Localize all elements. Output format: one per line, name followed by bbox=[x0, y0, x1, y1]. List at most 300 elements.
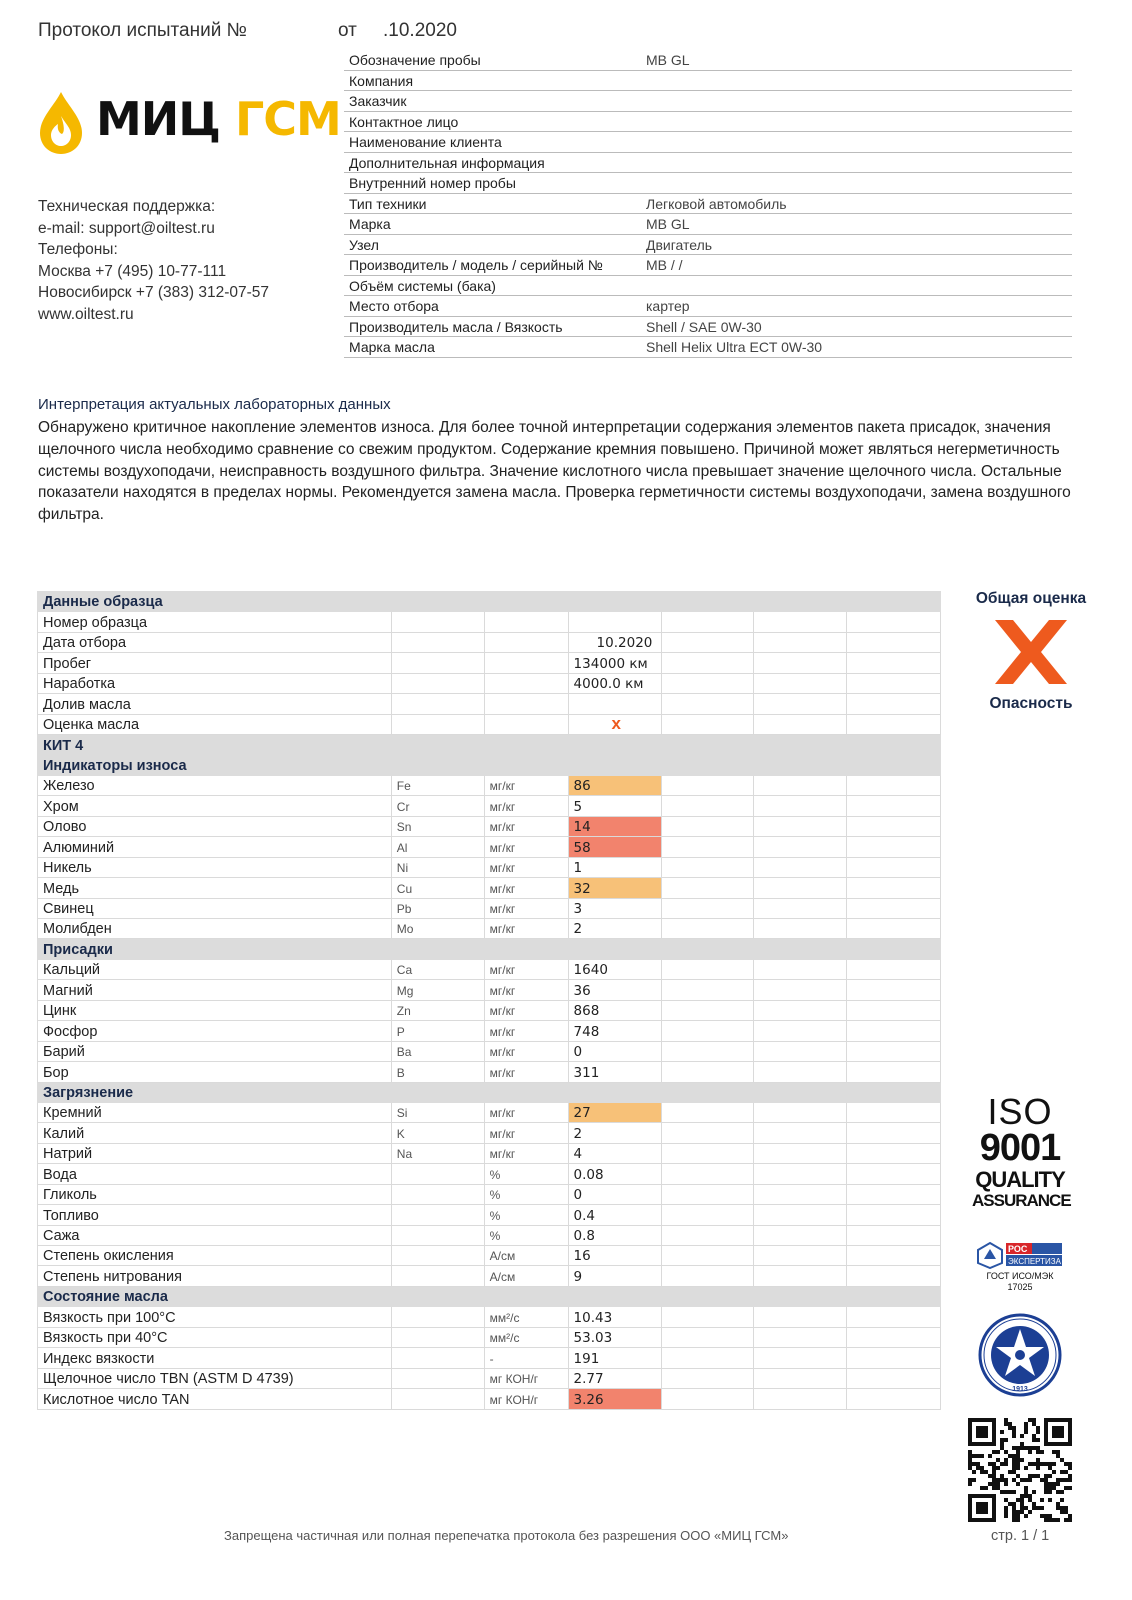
parameter-name: Алюминий bbox=[38, 837, 392, 857]
iso-9001-badge bbox=[972, 1091, 1071, 1216]
sample-info-row bbox=[344, 235, 1072, 256]
parameter-value: 0 bbox=[568, 1041, 661, 1061]
table-cell-empty bbox=[661, 796, 754, 816]
table-cell-empty bbox=[484, 673, 568, 693]
table-row bbox=[38, 1389, 941, 1409]
table-cell-empty bbox=[847, 1021, 941, 1041]
parameter-name: Гликоль bbox=[38, 1184, 392, 1204]
parameter-name: Степень нитрования bbox=[38, 1266, 392, 1286]
parameter-unit: мг/кг bbox=[484, 857, 568, 877]
parameter-value: 27 bbox=[568, 1102, 661, 1122]
section-header-row bbox=[38, 1082, 941, 1102]
sample-info-row bbox=[344, 153, 1072, 174]
parameter-name: Кальций bbox=[38, 959, 392, 979]
table-cell-empty bbox=[754, 592, 847, 612]
table-cell-empty bbox=[847, 1368, 941, 1388]
sample-data-section-title: Данные образца bbox=[38, 592, 392, 612]
overall-status: Опасность bbox=[989, 695, 1073, 712]
ros-text: РОС bbox=[1008, 1244, 1028, 1254]
sample-row-name: Наработка bbox=[38, 673, 392, 693]
sample-info-label: Заказчик bbox=[349, 93, 407, 109]
sample-info-label: Марка bbox=[349, 216, 391, 232]
table-cell-empty bbox=[391, 673, 484, 693]
parameter-value: 32 bbox=[568, 878, 661, 898]
table-cell-empty bbox=[754, 1021, 847, 1041]
parameter-value: 191 bbox=[568, 1348, 661, 1368]
support-email[interactable]: e-mail: support@oiltest.ru bbox=[38, 219, 215, 237]
table-cell-empty bbox=[754, 816, 847, 836]
table-cell-empty bbox=[847, 735, 941, 755]
parameter-unit: - bbox=[484, 1348, 568, 1368]
table-cell-empty bbox=[754, 1062, 847, 1082]
parameter-name: Олово bbox=[38, 816, 392, 836]
table-row bbox=[38, 1123, 941, 1143]
sample-info-label: Узел bbox=[349, 236, 379, 253]
protocol-date: .10.2020 bbox=[383, 20, 457, 41]
sample-info-row bbox=[344, 337, 1072, 358]
sample-info-value: Легковой автомобиль bbox=[646, 195, 787, 212]
parameter-unit: мг КОН/г bbox=[484, 1389, 568, 1409]
support-phone-moscow: Москва +7 (495) 10-77-111 bbox=[38, 262, 227, 280]
section-title: Состояние масла bbox=[38, 1286, 392, 1306]
seal-year: 1913 bbox=[1012, 1386, 1028, 1393]
table-cell-empty bbox=[661, 1389, 754, 1409]
table-row bbox=[38, 1164, 941, 1184]
parameter-unit: мг/кг bbox=[484, 816, 568, 836]
table-cell-empty bbox=[754, 1123, 847, 1143]
parameter-unit: мг/кг bbox=[484, 959, 568, 979]
parameter-unit: % bbox=[484, 1225, 568, 1245]
support-website[interactable]: www.oiltest.ru bbox=[38, 305, 134, 323]
parameter-symbol: Sn bbox=[391, 816, 484, 836]
table-cell-empty bbox=[754, 1164, 847, 1184]
support-phones-label: Телефоны: bbox=[38, 241, 118, 258]
table-cell-empty bbox=[661, 816, 754, 836]
table-cell-empty bbox=[754, 980, 847, 1000]
table-cell-empty bbox=[847, 755, 941, 775]
sample-row-value: 134000 км bbox=[568, 653, 661, 673]
table-cell-empty bbox=[754, 612, 847, 632]
parameter-name: Никель bbox=[38, 857, 392, 877]
parameter-unit: мг/кг bbox=[484, 1123, 568, 1143]
table-cell-empty bbox=[661, 1082, 754, 1102]
protocol-from-label: от bbox=[338, 20, 357, 41]
table-row bbox=[38, 1205, 941, 1225]
table-cell-empty bbox=[847, 694, 941, 714]
table-cell-empty bbox=[391, 735, 484, 755]
parameter-symbol: Si bbox=[391, 1102, 484, 1122]
table-row bbox=[38, 796, 941, 816]
table-cell-empty bbox=[484, 694, 568, 714]
table-cell-empty bbox=[847, 796, 941, 816]
logo-text-gsm: ГСМ bbox=[234, 92, 341, 146]
expertiza-text: ЭКСПЕРТИЗА bbox=[1008, 1257, 1061, 1266]
sample-info-row bbox=[344, 71, 1072, 92]
table-row bbox=[38, 632, 941, 652]
parameter-value: 748 bbox=[568, 1021, 661, 1041]
table-row bbox=[38, 1102, 941, 1122]
table-row bbox=[38, 1041, 941, 1061]
table-cell-empty bbox=[661, 632, 754, 652]
table-cell-empty bbox=[754, 1368, 847, 1388]
table-cell-empty bbox=[754, 694, 847, 714]
table-cell-empty bbox=[754, 1225, 847, 1245]
table-row bbox=[38, 878, 941, 898]
sample-info-label: Объём системы (бака) bbox=[349, 277, 496, 294]
table-cell-empty bbox=[391, 612, 484, 632]
table-cell-empty bbox=[484, 939, 568, 959]
sample-info-label: Наименование клиента bbox=[349, 134, 502, 150]
table-cell-empty bbox=[754, 1082, 847, 1102]
table-cell-empty bbox=[754, 1184, 847, 1204]
parameter-name: Натрий bbox=[38, 1143, 392, 1163]
table-cell-empty bbox=[661, 1368, 754, 1388]
table-cell-empty bbox=[661, 898, 754, 918]
table-cell-empty bbox=[661, 1143, 754, 1163]
table-cell-empty bbox=[847, 1348, 941, 1368]
table-cell-empty bbox=[847, 1225, 941, 1245]
parameter-name: Степень окисления bbox=[38, 1246, 392, 1266]
table-row bbox=[38, 816, 941, 836]
parameter-symbol bbox=[391, 1389, 484, 1409]
table-row bbox=[38, 1021, 941, 1041]
page-number: стр. 1 / 1 bbox=[991, 1528, 1050, 1544]
table-cell-empty bbox=[754, 1389, 847, 1409]
table-cell-empty bbox=[754, 1102, 847, 1122]
table-cell-empty bbox=[661, 735, 754, 755]
parameter-symbol bbox=[391, 1246, 484, 1266]
table-row bbox=[38, 980, 941, 1000]
table-row bbox=[38, 1327, 941, 1347]
sample-info-label: Тип техники bbox=[349, 195, 427, 212]
table-cell-empty bbox=[391, 653, 484, 673]
sample-info-table bbox=[344, 50, 1072, 358]
table-cell-empty bbox=[754, 939, 847, 959]
parameter-symbol bbox=[391, 1307, 484, 1327]
table-cell-empty bbox=[568, 735, 661, 755]
table-cell-empty bbox=[754, 714, 847, 734]
sample-info-label: Компания bbox=[349, 72, 414, 89]
parameter-name: Медь bbox=[38, 878, 392, 898]
table-cell-empty bbox=[847, 898, 941, 918]
parameter-value: 1 bbox=[568, 857, 661, 877]
parameter-value: 86 bbox=[568, 775, 661, 795]
logo-wordmark bbox=[96, 92, 341, 146]
table-cell-empty bbox=[754, 1041, 847, 1061]
parameter-symbol: K bbox=[391, 1123, 484, 1143]
sample-row-name: Оценка масла bbox=[38, 714, 392, 734]
table-cell-empty bbox=[661, 1000, 754, 1020]
table-cell-empty bbox=[847, 592, 941, 612]
table-cell-empty bbox=[391, 1082, 484, 1102]
table-cell-empty bbox=[754, 878, 847, 898]
table-cell-empty bbox=[484, 714, 568, 734]
sample-info-row bbox=[344, 112, 1072, 133]
sample-info-row bbox=[344, 50, 1072, 71]
table-cell-empty bbox=[847, 1041, 941, 1061]
table-cell-empty bbox=[661, 1205, 754, 1225]
table-row bbox=[38, 919, 941, 939]
ros-expertiza-badge bbox=[976, 1241, 1064, 1297]
iso-assurance: ASSURANCE bbox=[972, 1191, 1071, 1210]
parameter-symbol: Pb bbox=[391, 898, 484, 918]
sample-info-label: Место отбора bbox=[349, 298, 439, 314]
table-cell-empty bbox=[754, 1327, 847, 1347]
table-cell-empty bbox=[661, 980, 754, 1000]
table-cell-empty bbox=[847, 714, 941, 734]
table-cell-empty bbox=[661, 939, 754, 959]
interpretation-title: Интерпретация актуальных лабораторных данных bbox=[38, 396, 391, 413]
sample-info-label: Производитель масла / Вязкость bbox=[349, 318, 563, 335]
table-cell-empty bbox=[661, 1164, 754, 1184]
parameter-symbol bbox=[391, 1184, 484, 1204]
section-header-row bbox=[38, 592, 941, 612]
sample-row-value: 4000.0 км bbox=[568, 673, 661, 693]
parameter-name: Вязкость при 100°С bbox=[38, 1307, 392, 1327]
parameter-value: 3 bbox=[568, 898, 661, 918]
table-row bbox=[38, 898, 941, 918]
ros-caption: ГОСТ ИСО/МЭК 17025 bbox=[986, 1271, 1054, 1292]
overall-title: Общая оценка bbox=[975, 590, 1087, 607]
table-row bbox=[38, 1348, 941, 1368]
parameter-name: Индекс вязкости bbox=[38, 1348, 392, 1368]
parameter-symbol: Cr bbox=[391, 796, 484, 816]
sample-info-label: Внутренний номер пробы bbox=[349, 175, 516, 191]
table-cell-empty bbox=[754, 755, 847, 775]
sample-info-row bbox=[344, 91, 1072, 112]
parameter-value: 868 bbox=[568, 1000, 661, 1020]
parameter-symbol bbox=[391, 1348, 484, 1368]
parameter-unit: мг/кг bbox=[484, 1062, 568, 1082]
company-logo bbox=[38, 90, 341, 158]
section-title: Присадки bbox=[38, 939, 392, 959]
table-cell-empty bbox=[847, 1286, 941, 1306]
ros-expertiza-logo bbox=[976, 1241, 1064, 1269]
table-cell-empty bbox=[391, 1286, 484, 1306]
table-row bbox=[38, 694, 941, 714]
sample-info-value: MB GL bbox=[646, 216, 690, 232]
table-cell-empty bbox=[847, 837, 941, 857]
sample-info-row bbox=[344, 173, 1072, 194]
parameter-name: Вода bbox=[38, 1164, 392, 1184]
table-cell-empty bbox=[847, 816, 941, 836]
parameter-symbol: Ni bbox=[391, 857, 484, 877]
section-title: Индикаторы износа bbox=[38, 755, 392, 775]
table-row bbox=[38, 1184, 941, 1204]
table-cell-empty bbox=[568, 755, 661, 775]
table-cell-empty bbox=[847, 653, 941, 673]
parameter-value: 58 bbox=[568, 837, 661, 857]
parameter-symbol: P bbox=[391, 1021, 484, 1041]
parameter-value: 2 bbox=[568, 1123, 661, 1143]
iso-number: 9001 bbox=[979, 1127, 1061, 1169]
table-cell-empty bbox=[754, 1348, 847, 1368]
parameter-symbol: Cu bbox=[391, 878, 484, 898]
table-cell-empty bbox=[847, 632, 941, 652]
parameter-name: Вязкость при 40°С bbox=[38, 1327, 392, 1347]
kit-label: КИТ 4 bbox=[38, 735, 392, 755]
table-cell-empty bbox=[484, 1286, 568, 1306]
parameter-symbol bbox=[391, 1368, 484, 1388]
table-cell-empty bbox=[661, 592, 754, 612]
parameter-value: 5 bbox=[568, 796, 661, 816]
table-cell-empty bbox=[847, 1327, 941, 1347]
table-cell-empty bbox=[847, 980, 941, 1000]
oil-grade-cell bbox=[568, 714, 661, 734]
parameter-symbol: Na bbox=[391, 1143, 484, 1163]
table-row bbox=[38, 837, 941, 857]
drop-flame-icon bbox=[38, 90, 84, 156]
table-cell-empty bbox=[754, 1307, 847, 1327]
qr-code-icon[interactable] bbox=[968, 1418, 1072, 1522]
table-cell-empty bbox=[754, 735, 847, 755]
table-cell-empty bbox=[754, 919, 847, 939]
table-cell-empty bbox=[847, 1102, 941, 1122]
parameter-value: 311 bbox=[568, 1062, 661, 1082]
parameter-name: Железо bbox=[38, 775, 392, 795]
interpretation-text: Обнаружено критичное накопление элементов износа. Для более точной интерпретации содержания элементов пакета присадок, значения щелочного числа необходимо сравнение со свежим продуктом. Содержание кремния повышено. Причиной может являться негерметичность системы воздухоподачи, неисправность воздушного фильтра. Значение кислотного числа превышает значение щелочного числа. Остальные показатели находятся в пределах нормы. Рекомендуется замена масла. Проверка герметичности системы воздухоподачи, замена воздушного фильтра. bbox=[38, 419, 1071, 524]
parameter-symbol bbox=[391, 1266, 484, 1286]
table-cell-empty bbox=[847, 1184, 941, 1204]
table-cell-empty bbox=[661, 878, 754, 898]
sample-info-label: Обозначение пробы bbox=[349, 52, 481, 68]
sample-info-value: Двигатель bbox=[646, 236, 713, 253]
parameter-value: 0 bbox=[568, 1184, 661, 1204]
sample-row-value bbox=[568, 612, 661, 632]
sample-info-value: MB / / bbox=[646, 257, 683, 273]
overall-assessment bbox=[968, 590, 1094, 713]
table-cell-empty bbox=[484, 632, 568, 652]
parameter-value: 4 bbox=[568, 1143, 661, 1163]
sample-row-name: Долив масла bbox=[38, 694, 392, 714]
results-table bbox=[37, 591, 941, 1410]
table-row bbox=[38, 714, 941, 734]
sample-info-row bbox=[344, 276, 1072, 297]
table-row bbox=[38, 775, 941, 795]
table-cell-empty bbox=[754, 796, 847, 816]
table-cell-empty bbox=[661, 694, 754, 714]
sample-info-label: Контактное лицо bbox=[349, 113, 459, 130]
parameter-symbol: Mo bbox=[391, 919, 484, 939]
table-cell-empty bbox=[391, 714, 484, 734]
table-cell-empty bbox=[847, 1205, 941, 1225]
table-row bbox=[38, 673, 941, 693]
table-cell-empty bbox=[661, 612, 754, 632]
sample-info-row bbox=[344, 296, 1072, 317]
table-cell-empty bbox=[661, 1246, 754, 1266]
table-cell-empty bbox=[847, 1082, 941, 1102]
table-row bbox=[38, 1246, 941, 1266]
table-cell-empty bbox=[847, 959, 941, 979]
parameter-symbol bbox=[391, 1225, 484, 1245]
table-cell-empty bbox=[391, 939, 484, 959]
table-cell-empty bbox=[568, 1082, 661, 1102]
table-cell-empty bbox=[484, 1082, 568, 1102]
parameter-name: Кислотное число TAN bbox=[38, 1389, 392, 1409]
table-cell-empty bbox=[847, 1266, 941, 1286]
parameter-value: 0.08 bbox=[568, 1164, 661, 1184]
parameter-value: 10.43 bbox=[568, 1307, 661, 1327]
parameter-value: 0.4 bbox=[568, 1205, 661, 1225]
sample-row-name: Пробег bbox=[38, 653, 392, 673]
table-cell-empty bbox=[847, 1000, 941, 1020]
support-heading: Техническая поддержка: bbox=[38, 198, 216, 215]
parameter-unit: А/см bbox=[484, 1246, 568, 1266]
protocol-title: Протокол испытаний № bbox=[38, 20, 247, 41]
parameter-name: Цинк bbox=[38, 1000, 392, 1020]
table-cell-empty bbox=[661, 1021, 754, 1041]
parameter-value: 16 bbox=[568, 1246, 661, 1266]
table-cell-empty bbox=[661, 1286, 754, 1306]
table-cell-empty bbox=[754, 837, 847, 857]
oil-grade-x-icon: x bbox=[611, 714, 622, 734]
sample-info-label: Марка масла bbox=[349, 339, 435, 355]
table-cell-empty bbox=[754, 898, 847, 918]
parameter-symbol: Fe bbox=[391, 775, 484, 795]
parameter-unit: мг/кг bbox=[484, 837, 568, 857]
register-seal-icon bbox=[978, 1313, 1062, 1397]
sample-row-value bbox=[568, 694, 661, 714]
table-cell-empty bbox=[661, 653, 754, 673]
table-cell-empty bbox=[847, 878, 941, 898]
section-header-row bbox=[38, 755, 941, 775]
section-title: Загрязнение bbox=[38, 1082, 392, 1102]
sample-info-value: MB GL bbox=[646, 52, 690, 68]
table-cell-empty bbox=[661, 1123, 754, 1143]
table-cell-empty bbox=[661, 1225, 754, 1245]
table-cell-empty bbox=[661, 919, 754, 939]
table-cell-empty bbox=[847, 939, 941, 959]
parameter-name: Фосфор bbox=[38, 1021, 392, 1041]
parameter-value: 1640 bbox=[568, 959, 661, 979]
table-cell-empty bbox=[754, 1205, 847, 1225]
table-cell-empty bbox=[754, 1143, 847, 1163]
table-row bbox=[38, 1062, 941, 1082]
table-cell-empty bbox=[754, 1286, 847, 1306]
parameter-unit: мг/кг bbox=[484, 1041, 568, 1061]
parameter-name: Топливо bbox=[38, 1205, 392, 1225]
table-cell-empty bbox=[754, 673, 847, 693]
table-cell-empty bbox=[847, 1164, 941, 1184]
table-cell-empty bbox=[568, 592, 661, 612]
table-cell-empty bbox=[847, 1123, 941, 1143]
parameter-name: Хром bbox=[38, 796, 392, 816]
parameter-name: Щелочное число TBN (ASTM D 4739) bbox=[38, 1368, 392, 1388]
parameter-symbol: Ca bbox=[391, 959, 484, 979]
parameter-unit: мг/кг bbox=[484, 919, 568, 939]
parameter-unit: % bbox=[484, 1184, 568, 1204]
table-row bbox=[38, 1368, 941, 1388]
iso-line: ISO bbox=[987, 1091, 1053, 1132]
table-cell-empty bbox=[847, 612, 941, 632]
parameter-value: 9 bbox=[568, 1266, 661, 1286]
table-cell-empty bbox=[754, 653, 847, 673]
parameter-unit: мг/кг bbox=[484, 1021, 568, 1041]
parameter-unit: мг/кг bbox=[484, 980, 568, 1000]
sample-info-value: картер bbox=[646, 298, 690, 314]
parameter-name: Магний bbox=[38, 980, 392, 1000]
table-cell-empty bbox=[661, 1184, 754, 1204]
table-cell-empty bbox=[661, 1327, 754, 1347]
iso-quality: QUALITY bbox=[975, 1167, 1065, 1192]
parameter-symbol bbox=[391, 1205, 484, 1225]
table-cell-empty bbox=[847, 673, 941, 693]
table-cell-empty bbox=[661, 1307, 754, 1327]
table-cell-empty bbox=[661, 1062, 754, 1082]
table-cell-empty bbox=[754, 1000, 847, 1020]
table-cell-empty bbox=[661, 857, 754, 877]
parameter-name: Свинец bbox=[38, 898, 392, 918]
